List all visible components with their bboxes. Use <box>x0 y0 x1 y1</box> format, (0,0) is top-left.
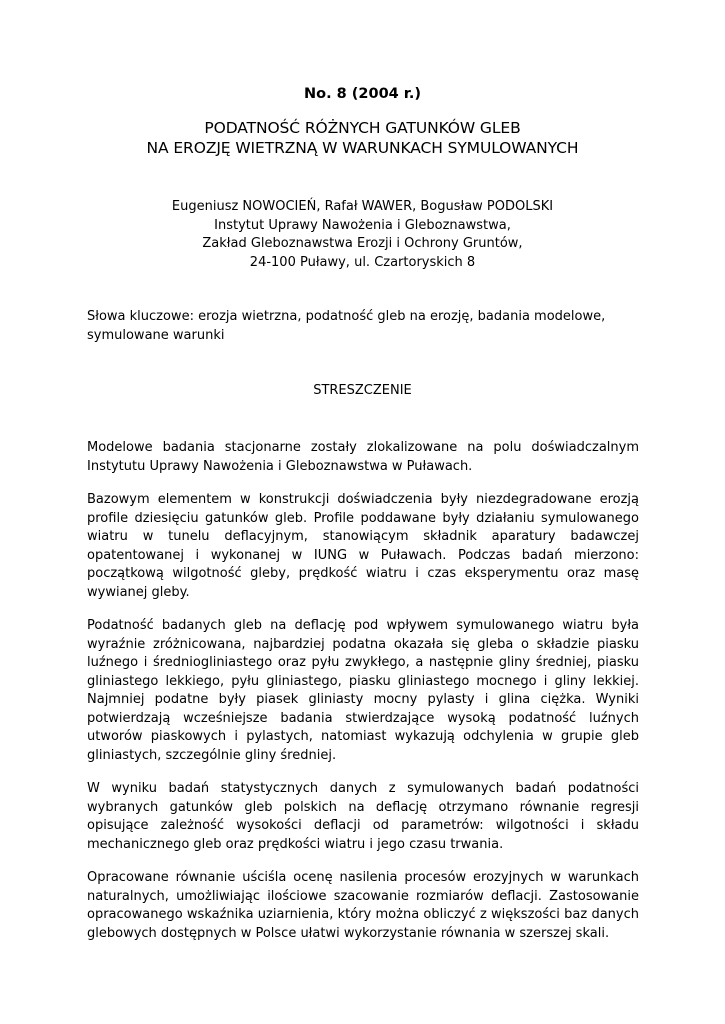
abstract-paragraph-1: Modelowe badania stacjonarne zostały zlokalizowane na polu doświadczalnym Instytutu Uprawy Nawożenia i Gleboznawstwa w Puławach. <box>87 440 639 474</box>
affiliation-line-3: 24-100 Puławy, ul. Czartoryskich 8 <box>249 254 476 270</box>
affiliation-line-1: Instytut Uprawy Nawożenia i Gleboznawstwa, <box>214 217 511 233</box>
paper-title <box>0 118 725 158</box>
keywords: Słowa kluczowe: erozja wietrzna, podatność gleb na erozję, badania modelowe, symulowane warunki <box>87 309 606 343</box>
title-line-2: NA EROZJĘ WIETRZNĄ W WARUNKACH SYMULOWANYCH <box>146 139 579 157</box>
affiliation-line-2: Zakład Gleboznawstwa Erozji i Ochrony Gruntów, <box>202 236 523 251</box>
abstract-paragraph-4: W wyniku badań statystycznych danych z symulowanych badań podatności wybranych gatunków gleb polskich na deflację otrzymano równanie regresji opisujące zależność wysokości deflacji od parametrów: wilgotności i składu mechanicznego gleb oraz prędkości wiatru i jego czasu trwania. <box>87 781 639 852</box>
abstract-body <box>87 439 639 958</box>
abstract-paragraph-2: Bazowym elementem w konstrukcji doświadczenia były niezdegradowane erozją profile dziesięciu gatunków gleb. Profile poddawane były działaniu symulowanego wiatru w tunelu deflacyjnym, stanowiącym składnik aparatury badawczej opatentowanej i wykonanej w IUNG w Puławach. Podczas badań mierzono: początkową wilgotność gleby, prędkość wiatru i czas eksperymentu oraz masę wywianej gleby. <box>87 492 639 600</box>
abstract-paragraph-3: Podatność badanych gleb na deflację pod wpływem symulowanego wiatru była wyraźnie zróżnicowana, najbardziej podatna okazała się gleba o składzie piasku luźnego i średniogliniastego oraz pyłu zwykłego, a następnie gliny średniej, piasku gliniastego lekkiego, pyłu gliniastego, piasku gliniastego mocnego i gliny lekkiej. Najmniej podatne były piasek gliniasty mocny pylasty i glina ciężka. Wyniki potwierdzają wcześniejsze badania stwierdzające wysoką podatność luźnych utworów piaskowych i pylastych, natomiast wykazują odchylenia w grupie gleb gliniastych, szczególnie gliny średniej. <box>87 618 639 763</box>
abstract-heading: STRESZCZENIE <box>313 383 412 398</box>
abstract-paragraph-5: Opracowane równanie uściśla ocenę nasilenia procesów erozyjnych w warunkach naturalnych, umożliwiając ilościowe szacowanie rozmiarów deflacji. Zastosowanie opracowanego wskaźnika uziarnienia, który można obliczyć z większości baz danych glebowych dostępnych w Polsce ułatwi wykorzystanie równania w szerszej skali. <box>87 870 639 941</box>
title-line-1: PODATNOŚĆ RÓŻNYCH GATUNKÓW GLEB <box>204 119 521 137</box>
author-block <box>0 198 725 272</box>
author-names: Eugeniusz NOWOCIEŃ, Rafał WAWER, Bogusław PODOLSKI <box>171 199 554 214</box>
issue-number: No. 8 (2004 r.) <box>303 86 422 102</box>
